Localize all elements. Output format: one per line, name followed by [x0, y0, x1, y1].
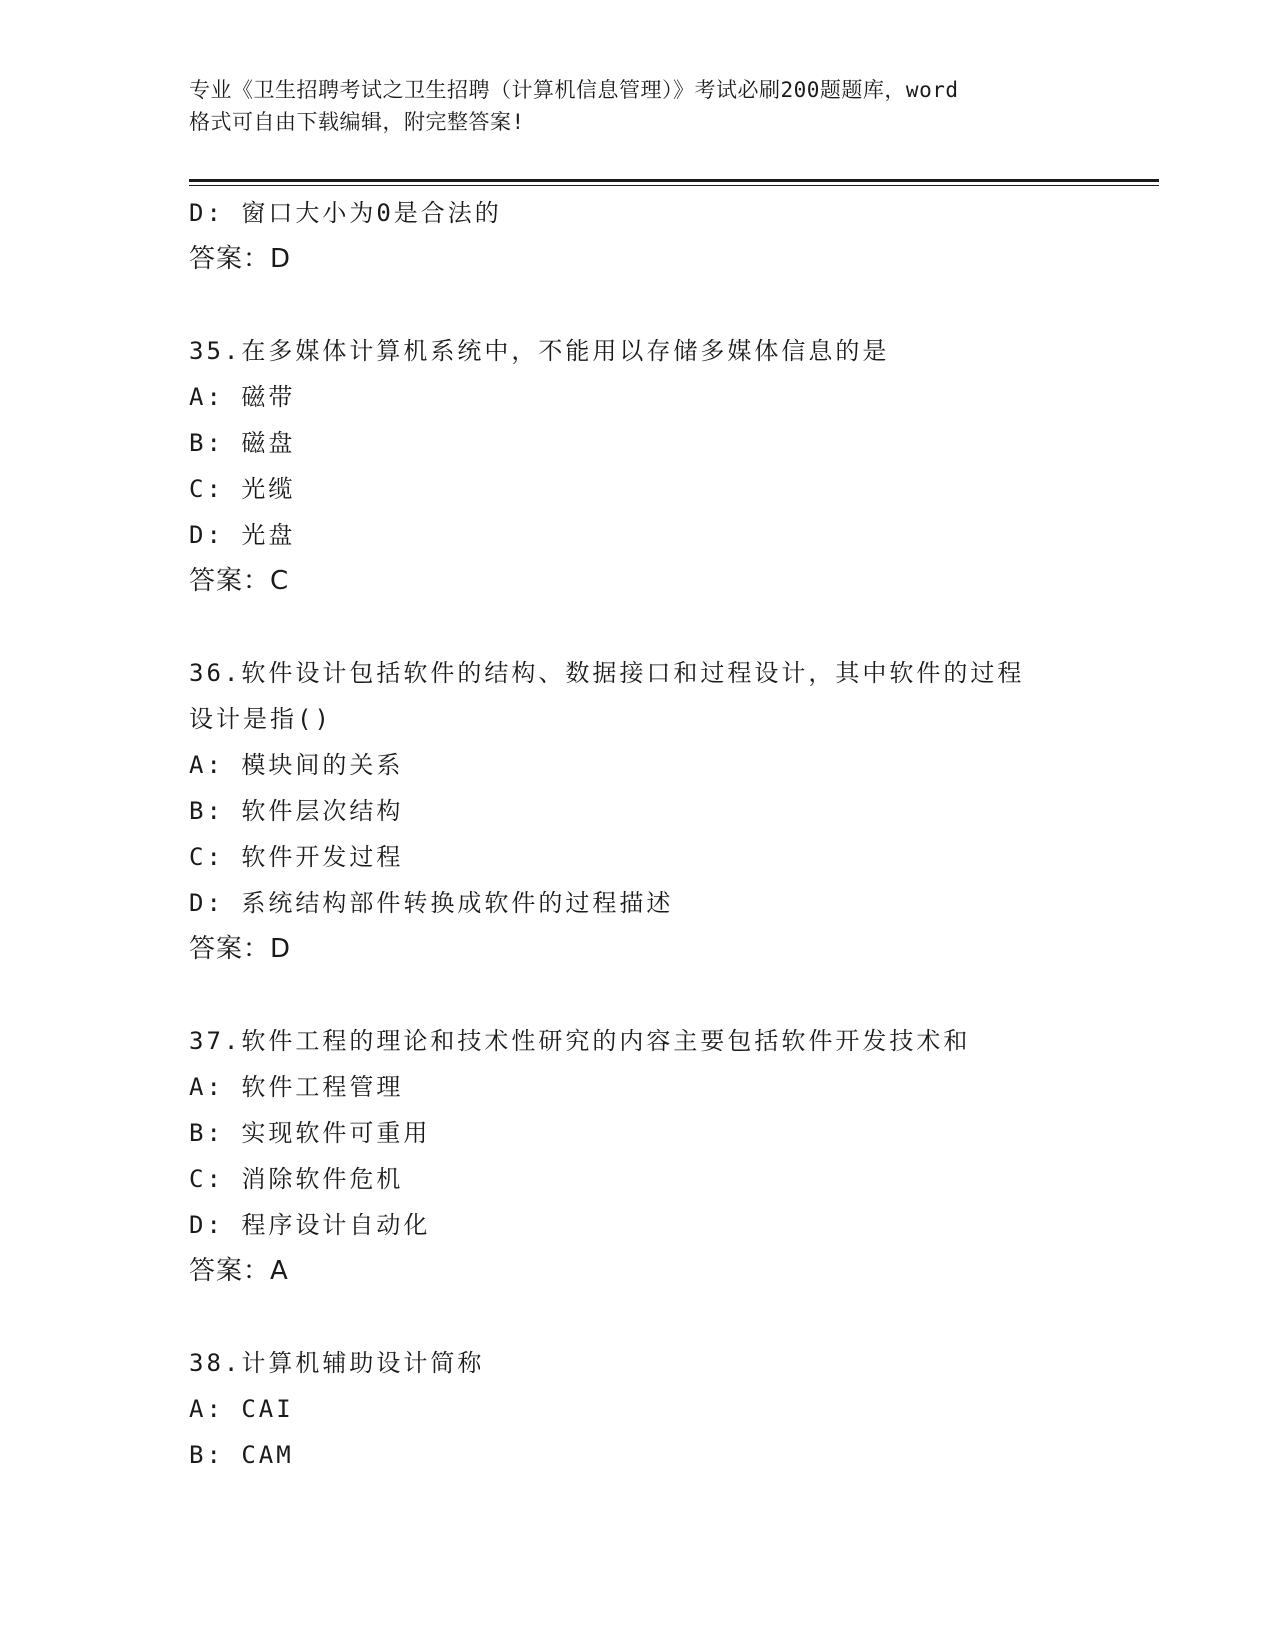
question-stem: 38.计算机辅助设计简称	[189, 1349, 485, 1377]
question-content	[189, 190, 1089, 1478]
header-line-2: 格式可自由下载编辑，附完整答案!	[189, 110, 525, 134]
header-divider-thin	[189, 185, 1159, 186]
document-header	[189, 74, 1089, 138]
answer-line: 答案：D	[189, 244, 292, 274]
question-stem-line-1: 36.软件设计包括软件的结构、数据接口和过程设计，其中软件的过程	[189, 659, 1025, 687]
spacer	[189, 972, 1089, 1018]
question-38	[189, 1340, 1089, 1478]
spacer	[189, 282, 1089, 328]
question-37	[189, 1018, 1089, 1294]
option-b: B: 软件层次结构	[189, 797, 404, 825]
question-stem-line-2: 设计是指()	[189, 705, 332, 733]
option-c: C: 消除软件危机	[189, 1165, 404, 1193]
option-a: A: CAI	[189, 1395, 294, 1423]
option-a: A: 软件工程管理	[189, 1073, 404, 1101]
option-b: B: CAM	[189, 1441, 294, 1469]
question-stem: 37.软件工程的理论和技术性研究的内容主要包括软件开发技术和	[189, 1027, 971, 1055]
spacer	[189, 1294, 1089, 1340]
option-c: C: 软件开发过程	[189, 843, 404, 871]
option-a: A: 模块间的关系	[189, 751, 404, 779]
option-a: A: 磁带	[189, 383, 296, 411]
question-34-tail	[189, 190, 1089, 282]
option-d: D: 光盘	[189, 521, 296, 549]
spacer	[189, 604, 1089, 650]
option-d: D: 程序设计自动化	[189, 1211, 431, 1239]
header-divider-thick	[189, 179, 1159, 182]
option-d: D: 系统结构部件转换成软件的过程描述	[189, 889, 674, 917]
header-line-1: 专业《卫生招聘考试之卫生招聘（计算机信息管理）》考试必刷200题题库，word	[189, 78, 959, 102]
answer-line: 答案：A	[189, 1256, 289, 1286]
question-35	[189, 328, 1089, 604]
option-b: B: 磁盘	[189, 429, 296, 457]
option-d: D: 窗口大小为0是合法的	[189, 199, 502, 227]
question-36	[189, 650, 1089, 972]
answer-line: 答案：C	[189, 566, 290, 596]
question-stem: 35.在多媒体计算机系统中，不能用以存储多媒体信息的是	[189, 337, 890, 365]
option-b: B: 实现软件可重用	[189, 1119, 431, 1147]
answer-line: 答案：D	[189, 934, 292, 964]
option-c: C: 光缆	[189, 475, 296, 503]
